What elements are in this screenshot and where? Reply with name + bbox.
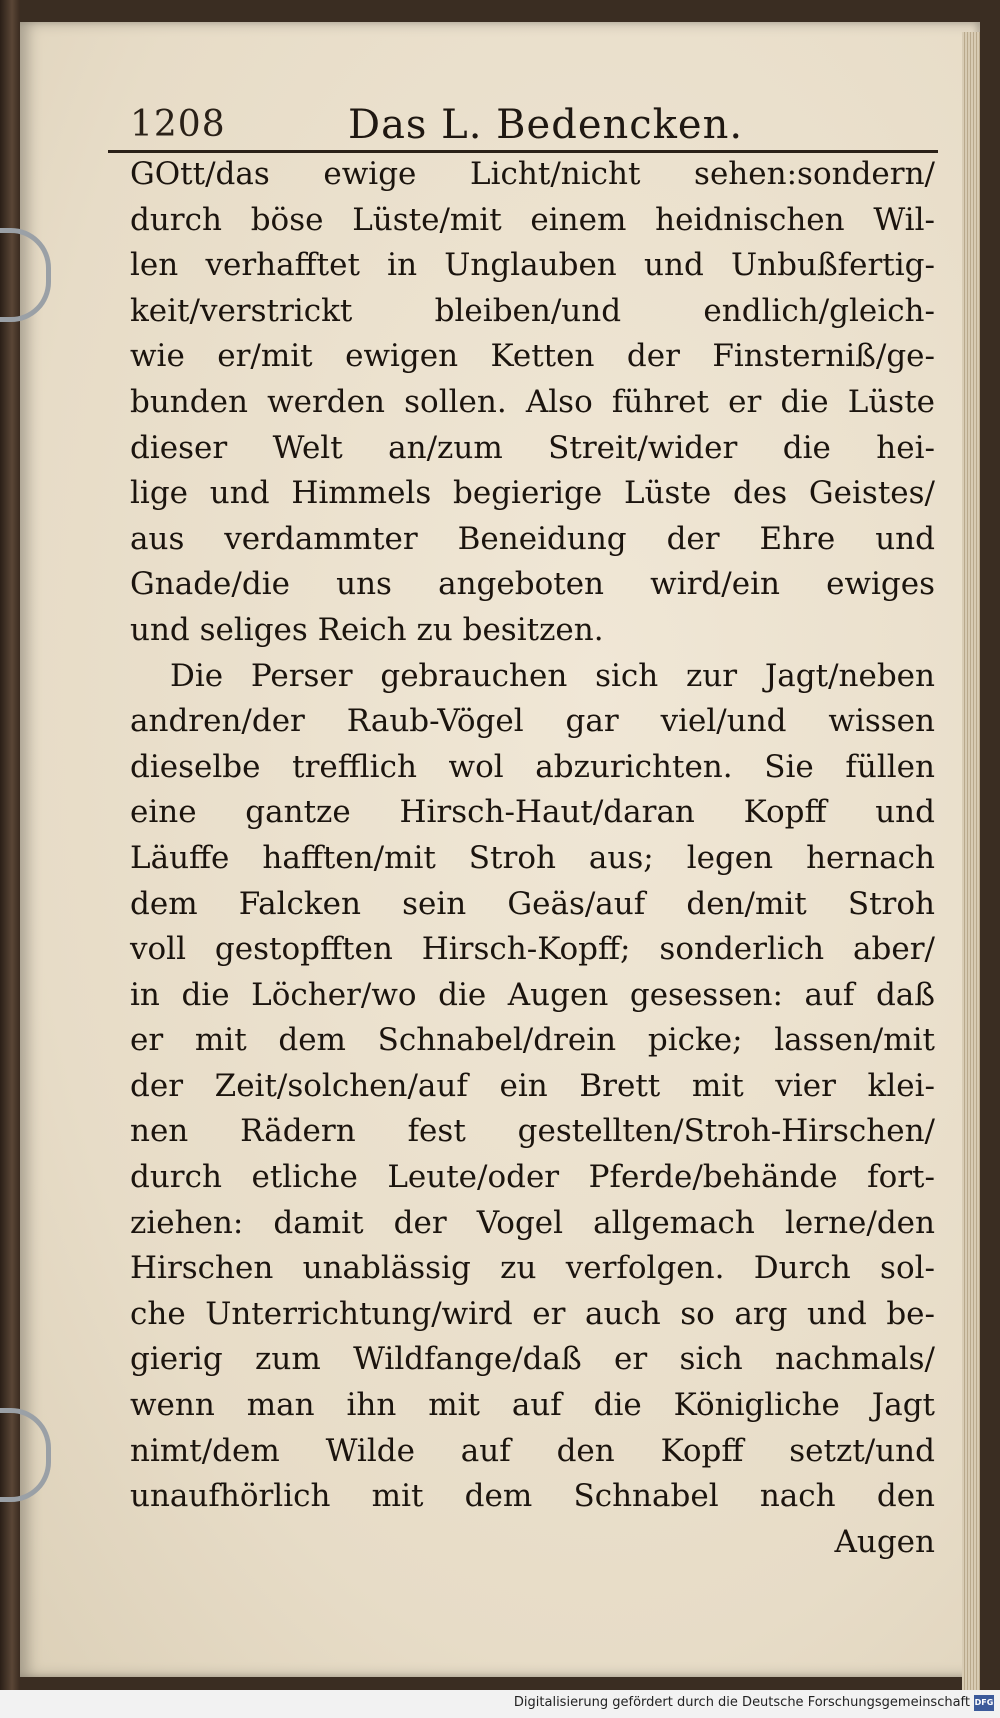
text-line: dieselbe trefflich wol abzurichten. Sie füllen <box>130 748 935 785</box>
text-line: bunden werden sollen. Also führet er die Lüste <box>130 383 935 420</box>
text-line: nen Rädern fest gestellten/Stroh-Hirschen/ <box>130 1113 935 1150</box>
text-line: Hirschen unablässig zu verfolgen. Durch sol- <box>130 1250 935 1287</box>
text-line: aus verdammter Beneidung der Ehre und <box>130 520 935 557</box>
text-line: lige und Himmels begierige Lüste des Geistes/ <box>130 475 935 512</box>
text-line: der Zeit/solchen/auf ein Brett mit vier klei- <box>130 1067 935 1104</box>
text-line: in die Löcher/wo die Augen gesessen: auf daß <box>130 976 935 1013</box>
text-line: Die Perser gebrauchen sich zur Jagt/neben <box>170 657 935 694</box>
running-head: Das L. Bedencken. <box>348 102 744 148</box>
text-line: len verhafftet in Unglauben und Unbußfertig- <box>130 247 935 284</box>
text-line: wie er/mit ewigen Ketten der Finsterniß/ge- <box>130 338 935 375</box>
page-edges <box>962 32 980 1702</box>
text-line: keit/verstrickt bleiben/und endlich/gleich- <box>130 292 935 329</box>
text-line: unaufhörlich mit dem Schnabel nach den <box>130 1478 935 1515</box>
page-number: 1208 <box>130 104 226 145</box>
catchword: Augen <box>834 1523 935 1560</box>
text-line: gierig zum Wildfange/daß er sich nachmals/ <box>130 1341 935 1378</box>
page-header <box>108 98 938 153</box>
text-line: und seliges Reich zu besitzen. <box>130 611 604 648</box>
text-line: durch böse Lüste/mit einem heidnischen Wil- <box>130 201 935 238</box>
text-line: andren/der Raub-Vögel gar viel/und wissen <box>130 703 935 740</box>
dfg-logo-icon: DFG <box>974 1695 994 1711</box>
text-line: dem Falcken sein Geäs/auf den/mit Stroh <box>130 885 935 922</box>
body-text <box>130 152 935 1565</box>
text-line: Läuffe hafften/mit Stroh aus; legen hernach <box>130 839 935 876</box>
text-line: wenn man ihn mit auf die Königliche Jagt <box>130 1387 935 1424</box>
text-line: eine gantze Hirsch-Haut/daran Kopff und <box>130 794 935 831</box>
text-line: che Unterrichtung/wird er auch so arg und be- <box>130 1295 935 1332</box>
text-line: voll gestopfften Hirsch-Kopff; sonderlich aber/ <box>130 931 935 968</box>
text-line: Gnade/die uns angeboten wird/ein ewiges <box>130 566 935 603</box>
text-line: durch etliche Leute/oder Pferde/behände fort- <box>130 1159 935 1196</box>
funding-credit: Digitalisierung gefördert durch die Deutsche Forschungsgemeinschaft <box>513 1695 970 1710</box>
text-line: nimt/dem Wilde auf den Kopff setzt/und <box>130 1432 935 1469</box>
text-line: dieser Welt an/zum Streit/wider die hei- <box>130 429 935 466</box>
footer-bar <box>0 1690 1000 1718</box>
text-line: er mit dem Schnabel/drein picke; lassen/mit <box>130 1022 935 1059</box>
text-line: GOtt/das ewige Licht/nicht sehen:sondern/ <box>130 156 935 192</box>
text-line: ziehen: damit der Vogel allgemach lerne/den <box>130 1204 935 1241</box>
